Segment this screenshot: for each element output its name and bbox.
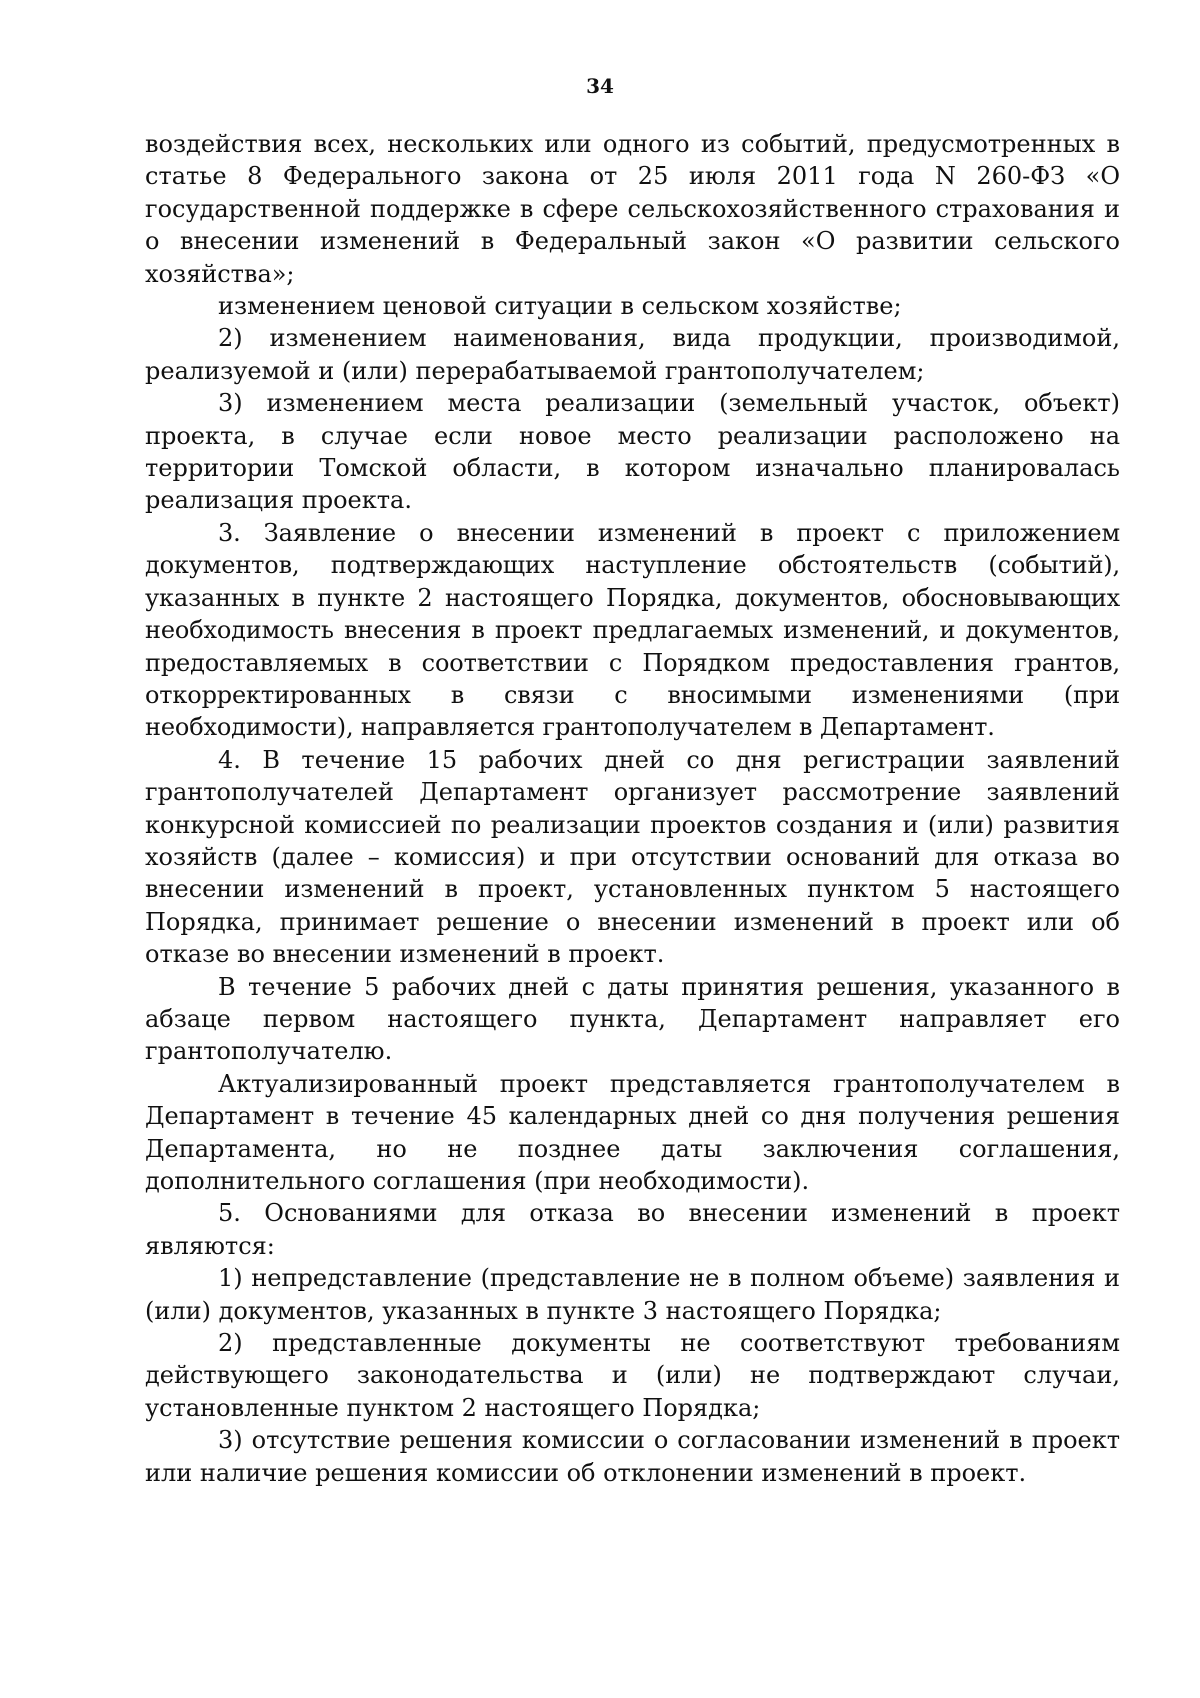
paragraph: 2) изменением наименования, вида продукции, производимой, реализуемой и (или) перерабатываемой грантополучателем; <box>145 324 1120 385</box>
document-body <box>145 128 1120 1489</box>
paragraph: 3) изменением места реализации (земельный участок, объект) проекта, в случае если новое место реализации расположено на территории Томской области, в котором изначально планировалась реализация проекта. <box>145 389 1120 515</box>
paragraph: 1) непредставление (представление не в полном объеме) заявления и (или) документов, указанных в пункте 3 настоящего Порядка; <box>145 1264 1120 1325</box>
paragraph: изменением ценовой ситуации в сельском хозяйстве; <box>218 292 902 321</box>
paragraph: 5. Основаниями для отказа во внесении изменений в проект являются: <box>145 1199 1120 1260</box>
paragraph: воздействия всех, нескольких или одного из событий, предусмотренных в статье 8 Федерального закона от 25 июля 2011 года N 260-ФЗ «О государственной поддержке в сфере сельскохозяйственного страхования и о внесении изменений в Федеральный закон «О развитии сельского хозяйства»; <box>145 130 1120 288</box>
paragraph: Актуализированный проект представляется грантополучателем в Департамент в течение 45 календарных дней со дня получения решения Департамента, но не позднее даты заключения соглашения, дополнительного соглашения (при необходимости). <box>145 1069 1120 1195</box>
paragraph: 3) отсутствие решения комиссии о согласовании изменений в проект или наличие решения комиссии об отклонении изменений в проект. <box>145 1426 1120 1487</box>
page-number: 34 <box>586 74 614 98</box>
paragraph: 2) представленные документы не соответствуют требованиям действующего законодательства и (или) не подтверждают случаи, установленные пунктом 2 настоящего Порядка; <box>145 1329 1120 1422</box>
paragraph: 4. В течение 15 рабочих дней со дня регистрации заявлений грантополучателей Департамент организует рассмотрение заявлений конкурсной комиссией по реализации проектов создания и (или) развития хозяйств (далее – комиссия) и при отсутствии оснований для отказа во внесении изменений в проект, установленных пунктом 5 настоящего Порядка, принимает решение о внесении изменений в проект или об отказе во внесении изменений в проект. <box>145 745 1120 969</box>
paragraph: 3. Заявление о внесении изменений в проект с приложением документов, подтверждающих наступление обстоятельств (событий), указанных в пункте 2 настоящего Порядка, документов, обосновывающих необходимость внесения в проект предлагаемых изменений, и документов, предоставляемых в соответствии с Порядком предоставления грантов, откорректированных в связи с вносимыми изменениями (при необходимости), направляется грантополучателем в Департамент. <box>145 518 1120 742</box>
paragraph: В течение 5 рабочих дней с даты принятия решения, указанного в абзаце первом настоящего пункта, Департамент направляет его грантополучателю. <box>145 972 1120 1066</box>
